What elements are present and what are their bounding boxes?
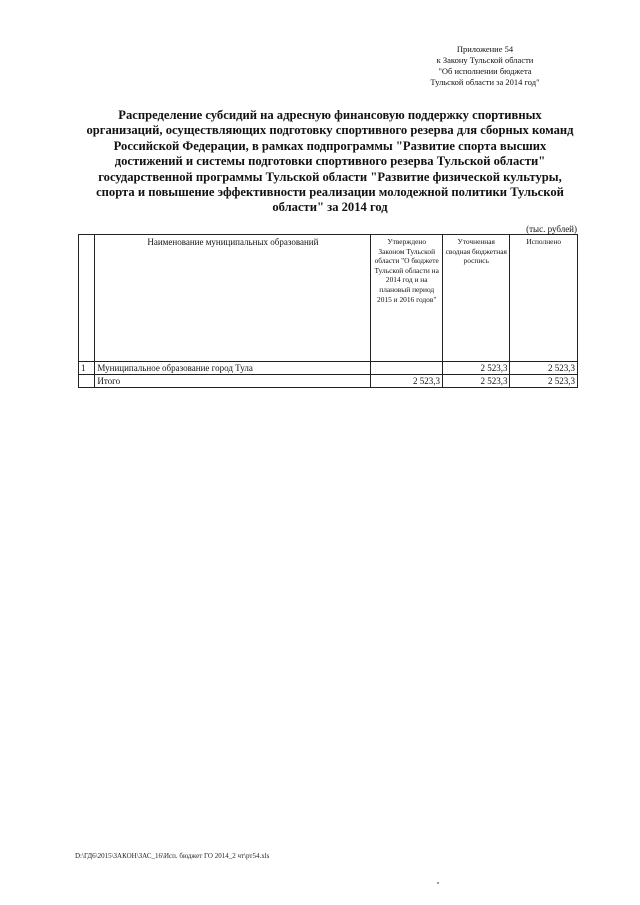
subsidy-table bbox=[78, 234, 578, 388]
header-number bbox=[79, 235, 95, 362]
row-executed-value: 2 523,3 bbox=[510, 362, 578, 375]
total-executed-value: 2 523,3 bbox=[510, 375, 578, 388]
units-label: (тыс. рублей) bbox=[526, 224, 577, 234]
document-title bbox=[80, 108, 580, 216]
title-line-1: Распределение субсидий на адресную финансовую поддержку спортивных bbox=[118, 108, 542, 122]
appendix-line-1: Приложение 54 bbox=[456, 44, 514, 54]
header-municipality-name: Наименование муниципальных образований bbox=[95, 235, 371, 362]
title-line-6: спорта и повышение эффективности реализации молодежной политики Тульской bbox=[96, 185, 564, 200]
total-revised-value: 2 523,3 bbox=[443, 375, 510, 388]
total-approved-value: 2 523,3 bbox=[371, 375, 443, 388]
file-path-footer: D:\ГД6\2015\ЗАКОН\ЗАС_16\Исп. бюджет ГО 2014_2 чт\рт54.xls bbox=[75, 852, 270, 860]
appendix-line-4: Тульской области за 2014 год" bbox=[430, 77, 540, 87]
row-approved-value bbox=[371, 362, 443, 375]
appendix-line-2: к Закону Тульской области bbox=[436, 55, 534, 65]
scan-speck bbox=[437, 882, 439, 884]
row-municipality-name: Муниципальное образование город Тула bbox=[95, 362, 371, 375]
header-executed: Исполнено bbox=[510, 235, 578, 362]
total-number bbox=[79, 375, 95, 388]
title-line-2: организаций, осуществляющих подготовку спортивного резерва для сборных команд bbox=[86, 123, 574, 138]
appendix-line-3: "Об исполнении бюджета bbox=[438, 66, 532, 76]
table-header-row bbox=[79, 235, 578, 362]
table-row bbox=[79, 362, 578, 375]
table-total-row bbox=[79, 375, 578, 388]
title-line-5: государственной программы Тульской области "Развитие физической культуры, bbox=[98, 169, 562, 184]
row-revised-value: 2 523,3 bbox=[443, 362, 510, 375]
total-label: Итого bbox=[95, 375, 371, 388]
row-number: 1 bbox=[79, 362, 95, 375]
title-line-3: Российской Федерации, в рамках подпрограммы "Развитие спорта высших bbox=[113, 138, 547, 153]
header-revised: Уточненная сводная бюджетная роспись bbox=[443, 235, 510, 362]
title-line-4: достижений и системы подготовки спортивного резерва Тульской области" bbox=[114, 154, 546, 169]
appendix-header bbox=[400, 44, 570, 88]
title-line-7: области" за 2014 год bbox=[272, 200, 388, 215]
header-approved: Утверждено Законом Тульской области "О бюджете Тульской области на 2014 год и на плановый период 2015 и 2016 годов" bbox=[371, 235, 443, 362]
